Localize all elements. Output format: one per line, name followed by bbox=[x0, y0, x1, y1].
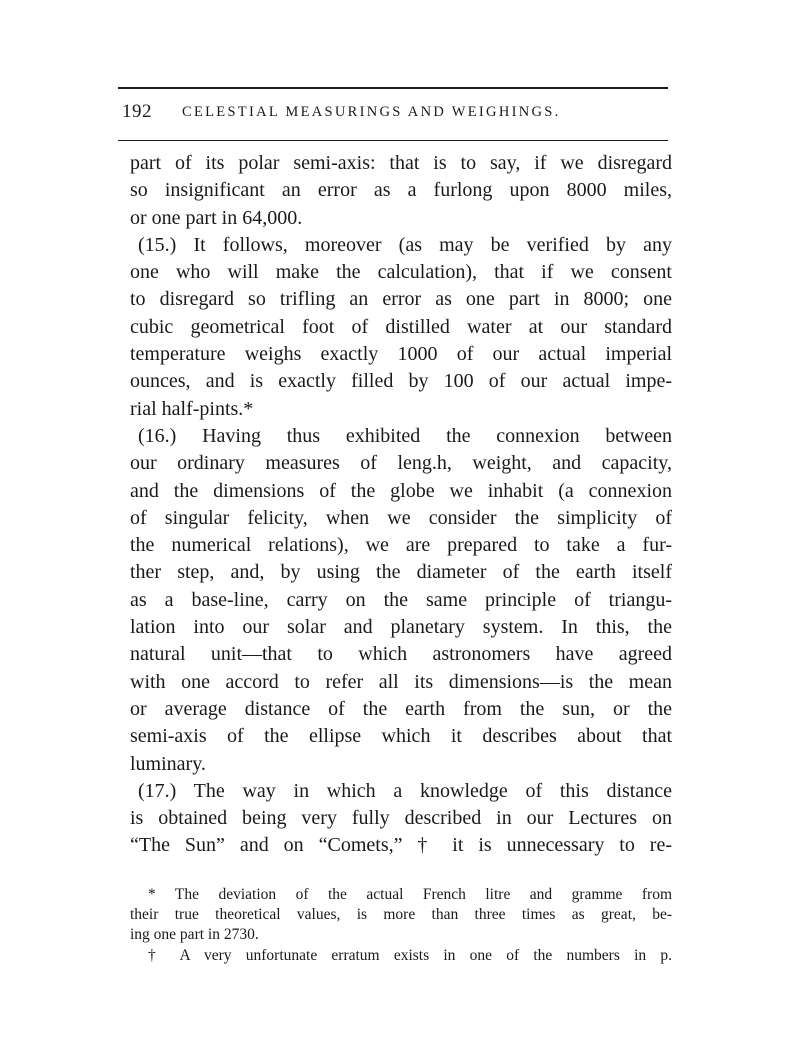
paragraph-17-start: (17.) The way in which a knowledge of this distance bbox=[138, 779, 672, 802]
body-line: or one part in 64,000. bbox=[130, 206, 303, 229]
page-number: 192 bbox=[122, 101, 152, 122]
paragraph-15-start: (15.) It follows, moreover (as may be verified by any bbox=[138, 233, 672, 256]
body-line: the numerical relations), we are prepared to take a fur- bbox=[130, 534, 672, 557]
body-line: so insignificant an error as a furlong upon 8000 miles, bbox=[130, 179, 672, 202]
footnote-line: ing one part in 2730. bbox=[130, 926, 259, 943]
body-line: with one accord to refer all its dimensions—is the mean bbox=[130, 670, 672, 693]
body-line: natural unit—that to which astronomers have agreed bbox=[130, 643, 672, 666]
body-line: part of its polar semi-axis: that is to say, if we disregard bbox=[130, 152, 672, 174]
body-line: and the dimensions of the globe we inhabit (a connexion bbox=[130, 479, 672, 502]
body-line: one who will make the calculation), that if we consent bbox=[130, 261, 672, 284]
header-top-rule bbox=[118, 87, 668, 89]
running-title: CELESTIAL MEASURINGS AND WEIGHINGS. bbox=[182, 104, 561, 120]
body-line: luminary. bbox=[130, 752, 206, 775]
footnote-line: their true theoretical values, is more than three times as great, be- bbox=[130, 906, 672, 923]
body-line: of singular felicity, when we consider the simplicity of bbox=[130, 506, 672, 529]
body-text bbox=[130, 150, 672, 860]
footnote-dagger: † A very unfortunate erratum exists in one of the numbers in p. bbox=[148, 947, 672, 964]
body-line: ounces, and is exactly filled by 100 of our actual impe- bbox=[130, 370, 672, 393]
body-line: or average distance of the earth from the sun, or the bbox=[130, 697, 672, 720]
body-line: to disregard so trifling an error as one part in 8000; one bbox=[130, 288, 672, 311]
body-line: as a base-line, carry on the same principle of triangu- bbox=[130, 588, 672, 611]
paragraph-16-start: (16.) Having thus exhibited the connexion between bbox=[138, 424, 672, 447]
header-bottom-rule bbox=[118, 140, 668, 141]
body-line: lation into our solar and planetary system. In this, the bbox=[130, 616, 672, 639]
body-line: rial half-pints.* bbox=[130, 397, 254, 420]
body-line: semi-axis of the ellipse which it describes about that bbox=[130, 725, 672, 748]
running-header bbox=[122, 101, 668, 129]
body-line: cubic geometrical foot of distilled water at our standard bbox=[130, 315, 672, 338]
footnotes bbox=[130, 885, 672, 966]
body-line: our ordinary measures of leng.h, weight, and capacity, bbox=[130, 452, 672, 475]
body-line: temperature weighs exactly 1000 of our actual imperial bbox=[130, 343, 672, 366]
body-line: “The Sun” and on “Comets,” † it is unnecessary to re- bbox=[130, 834, 672, 857]
footnote-asterisk: * The deviation of the actual French litre and gramme from bbox=[148, 886, 672, 903]
body-line: ther step, and, by using the diameter of the earth itself bbox=[130, 561, 672, 584]
body-line: is obtained being very fully described in our Lectures on bbox=[130, 807, 672, 830]
